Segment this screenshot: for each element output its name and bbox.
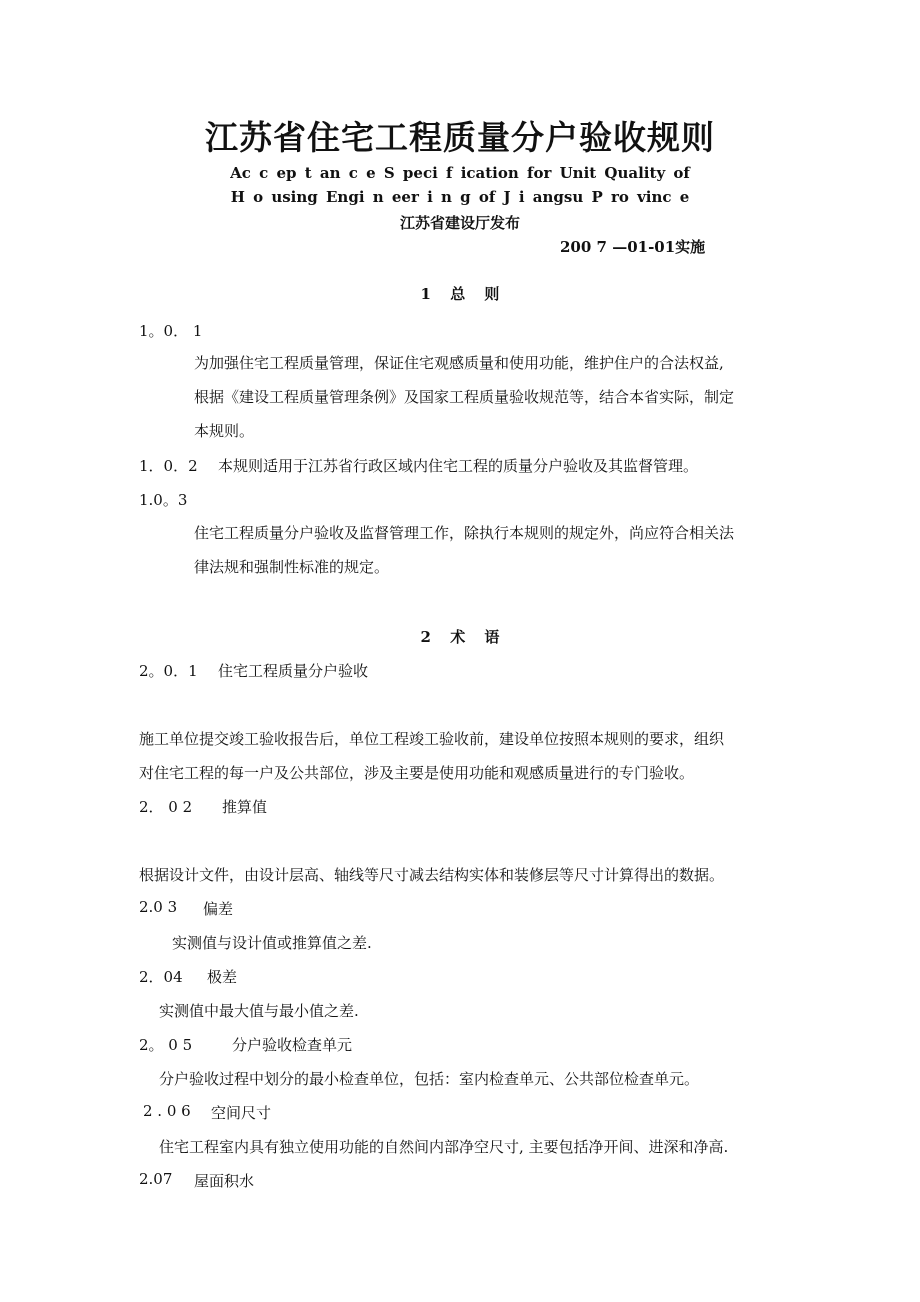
definition-text-line: 分户验收过程中划分的最小检查单位，包括：室内检查单元、公共部位检查单元。 — [159, 1070, 700, 1088]
clause-number: 2． 0 2 — [139, 798, 193, 816]
clause-text-line: 为加强住宅工程质量管理，保证住宅观感质量和使用功能，维护住户的合法权益, — [194, 354, 724, 372]
clause-text-line: 本规则适用于江苏省行政区域内住宅工程的质量分户验收及其监督管理。 — [218, 457, 699, 475]
section-heading-terms: 2 术 语 — [420, 628, 500, 646]
clause-number: 2。0．1 — [139, 662, 198, 680]
section-heading-general: 1 总 则 — [420, 285, 500, 303]
clause-number: 2.07 — [139, 1170, 173, 1188]
definition-text-line: 实测值与设计值或推算值之差. — [172, 934, 372, 952]
clause-text-line: 住宅工程质量分户验收及监督管理工作，除执行本规则的规定外，尚应符合相关法 — [194, 524, 735, 542]
clause-number: 2．04 — [139, 968, 183, 986]
term-name: 推算值 — [222, 798, 268, 816]
clause-number: 1。0． 1 — [139, 322, 203, 340]
clause-text-line: 律法规和强制性标准的规定。 — [194, 558, 390, 576]
definition-text-line: 对住宅工程的每一户及公共部位，涉及主要是使用功能和观感质量进行的专门验收。 — [139, 764, 695, 782]
clause-text-line: 本规则。 — [194, 422, 255, 440]
definition-text-line: 住宅工程室内具有独立使用功能的自然间内部净空尺寸, 主要包括净开间、进深和净高. — [159, 1138, 729, 1156]
term-name: 住宅工程质量分户验收 — [218, 662, 369, 680]
english-title-line-2: H o using Engi n eer i n g of J i angsu P ro vinc e — [230, 188, 690, 206]
term-name: 屋面积水 — [194, 1172, 255, 1190]
term-name: 分户验收检查单元 — [232, 1036, 353, 1054]
publisher: 江苏省建设厅发布 — [399, 214, 520, 232]
clause-text-line: 根据《建设工程质量管理条例》及国家工程质量验收规范等，结合本省实际，制定 — [194, 388, 735, 406]
effective-date: 200 7 —01-01实施 — [560, 238, 706, 256]
document-title: 江苏省住宅工程质量分户验收规则 — [205, 118, 715, 157]
definition-text-line: 根据设计文件，由设计层高、轴线等尺寸减去结构实体和装修层等尺寸计算得出的数据。 — [139, 866, 725, 884]
term-name: 空间尺寸 — [211, 1104, 272, 1122]
term-name: 极差 — [207, 968, 238, 986]
clause-number: 2。 0 5 — [139, 1036, 193, 1054]
clause-number: 1．0．2 — [139, 457, 198, 475]
english-title-line-1: Ac c ep t an c e S peci f ication for Unit Quality of — [230, 164, 690, 182]
term-name: 偏差 — [203, 900, 234, 918]
definition-text-line: 实测值中最大值与最小值之差. — [159, 1002, 359, 1020]
definition-text-line: 施工单位提交竣工验收报告后，单位工程竣工验收前，建设单位按照本规则的要求，组织 — [139, 730, 725, 748]
clause-number: 2.0 3 — [139, 898, 178, 916]
clause-number: 2 . 0 6 — [143, 1102, 191, 1120]
clause-number: 1.0。3 — [139, 491, 188, 509]
